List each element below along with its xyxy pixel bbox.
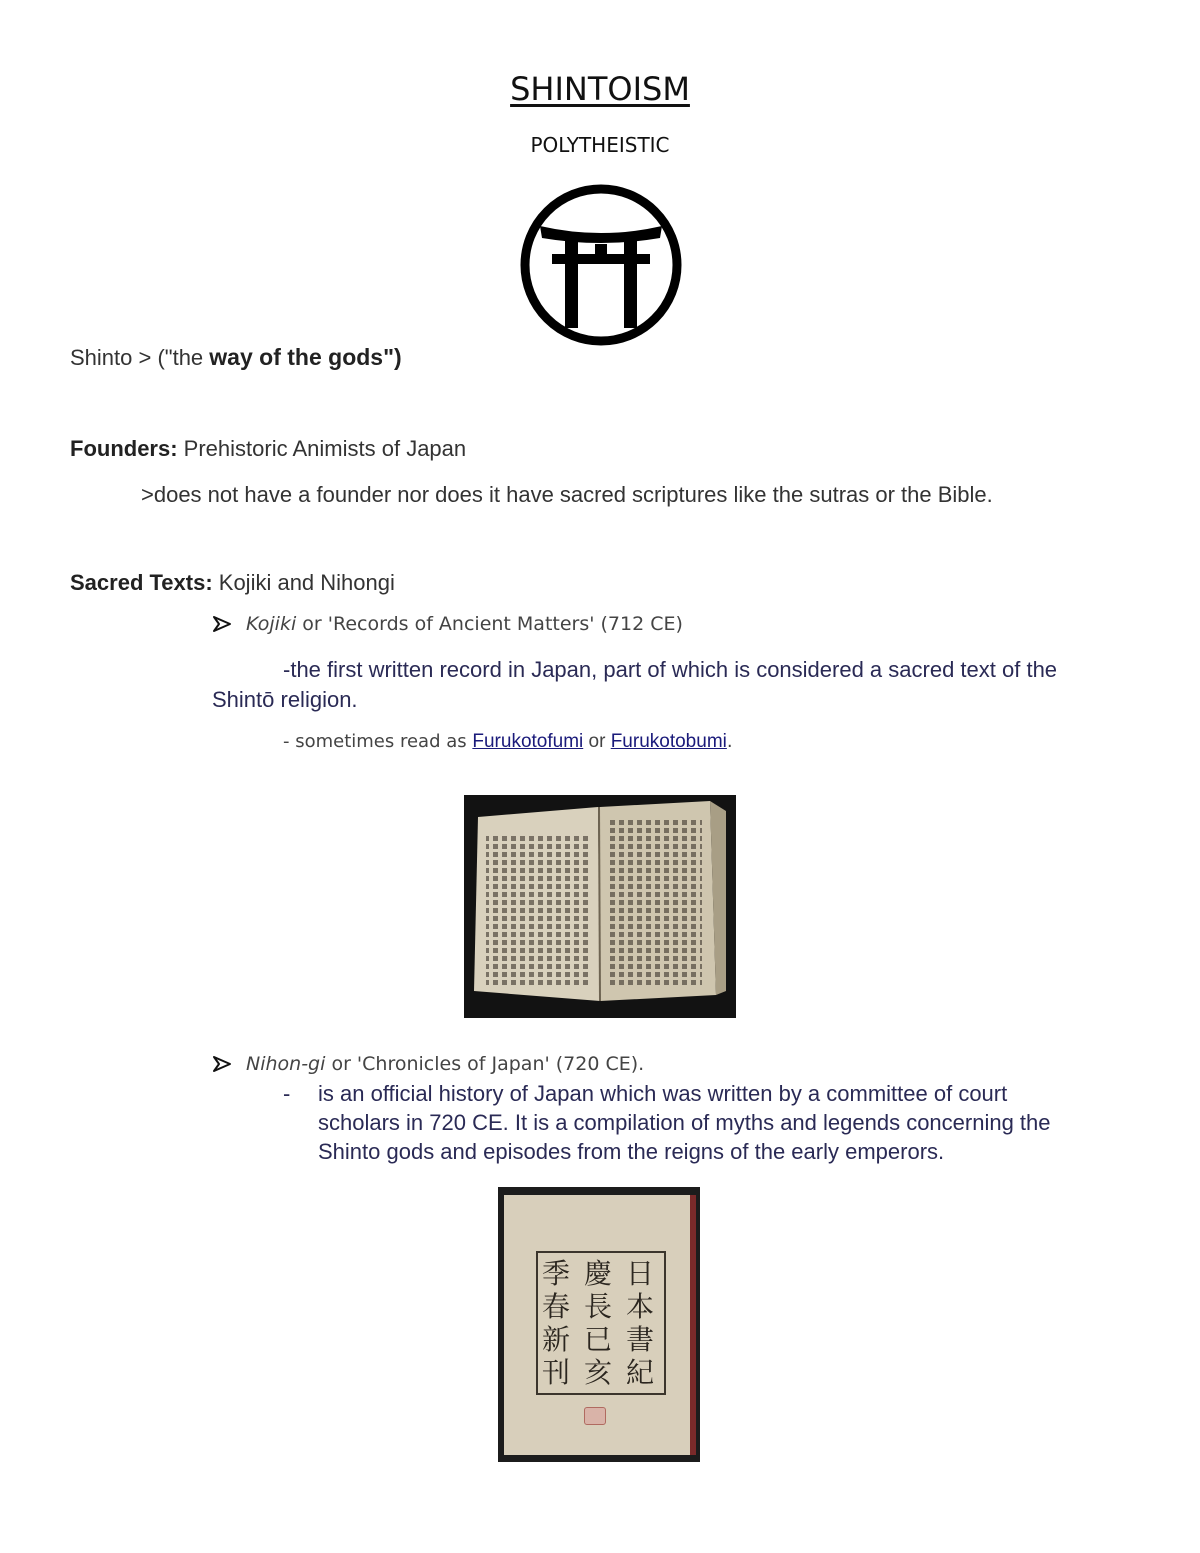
founders-line bbox=[70, 436, 466, 462]
arrowhead-bullet-icon bbox=[212, 1054, 232, 1074]
sacred-texts-label: Sacred Texts: bbox=[70, 570, 213, 595]
nihongi-description-line3: Shinto gods and episodes from the reigns of the early emperors. bbox=[318, 1139, 945, 1164]
nihongi-book-cover-photo bbox=[498, 1187, 700, 1462]
nihongi-bullet bbox=[212, 1054, 232, 1079]
torii-gate-icon bbox=[518, 182, 684, 348]
cover-kanji-col3: 季春新刊 bbox=[542, 1257, 571, 1389]
cover-spine-edge bbox=[690, 1195, 696, 1455]
kojiki-description-line1: -the first written record in Japan, part of which is considered a sacred text of the bbox=[283, 657, 1058, 682]
sacred-texts-line bbox=[70, 570, 395, 596]
kojiki-or: or bbox=[583, 731, 611, 752]
nihongi-rest: or 'Chronicles of Japan' (720 CE). bbox=[325, 1053, 645, 1075]
founders-label: Founders: bbox=[70, 436, 178, 461]
kojiki-name: Kojiki bbox=[246, 613, 297, 635]
cover-kanji-col1: 日本書紀 bbox=[626, 1257, 655, 1389]
kojiki-read-prefix: - sometimes read as bbox=[283, 731, 473, 752]
kojiki-alt-readings bbox=[283, 731, 733, 753]
nihongi-dash: - bbox=[283, 1081, 291, 1106]
founders-value: Prehistoric Animists of Japan bbox=[177, 436, 467, 461]
page-title: SHINTOISM bbox=[510, 70, 690, 108]
kojiki-book-photo bbox=[464, 795, 736, 1018]
kojiki-rest: or 'Records of Ancient Matters' (712 CE) bbox=[296, 613, 683, 635]
nihongi-description-line1: is an official history of Japan which was written by a committee of court bbox=[318, 1081, 1008, 1106]
link-furukotofumi[interactable]: Furukotofumi bbox=[472, 731, 584, 752]
nihongi-heading bbox=[246, 1053, 644, 1075]
link-furukotobumi[interactable]: Furukotobumi bbox=[610, 731, 727, 752]
founders-note: >does not have a founder nor does it have sacred scriptures like the sutras or the Bible. bbox=[141, 482, 993, 507]
kojiki-description-line2: Shintō religion. bbox=[212, 687, 358, 712]
nihongi-name: Nihon-gi bbox=[246, 1053, 326, 1075]
seal-stamp-icon bbox=[584, 1407, 606, 1425]
sacred-texts-value: Kojiki and Nihongi bbox=[212, 570, 395, 595]
shinto-prefix: Shinto > ("the bbox=[70, 345, 210, 370]
kojiki-heading bbox=[246, 613, 683, 635]
kojiki-period: . bbox=[726, 731, 733, 752]
shinto-definition bbox=[70, 344, 402, 371]
cover-kanji-col2: 慶長已亥 bbox=[584, 1257, 613, 1389]
page-subtitle: POLYTHEISTIC bbox=[530, 133, 670, 157]
kojiki-bullet bbox=[212, 614, 232, 639]
arrowhead-bullet-icon bbox=[212, 614, 232, 634]
shinto-emphasis: way of the gods") bbox=[209, 344, 402, 370]
nihongi-description-line2: scholars in 720 CE. It is a compilation of myths and legends concerning the bbox=[318, 1110, 1051, 1135]
